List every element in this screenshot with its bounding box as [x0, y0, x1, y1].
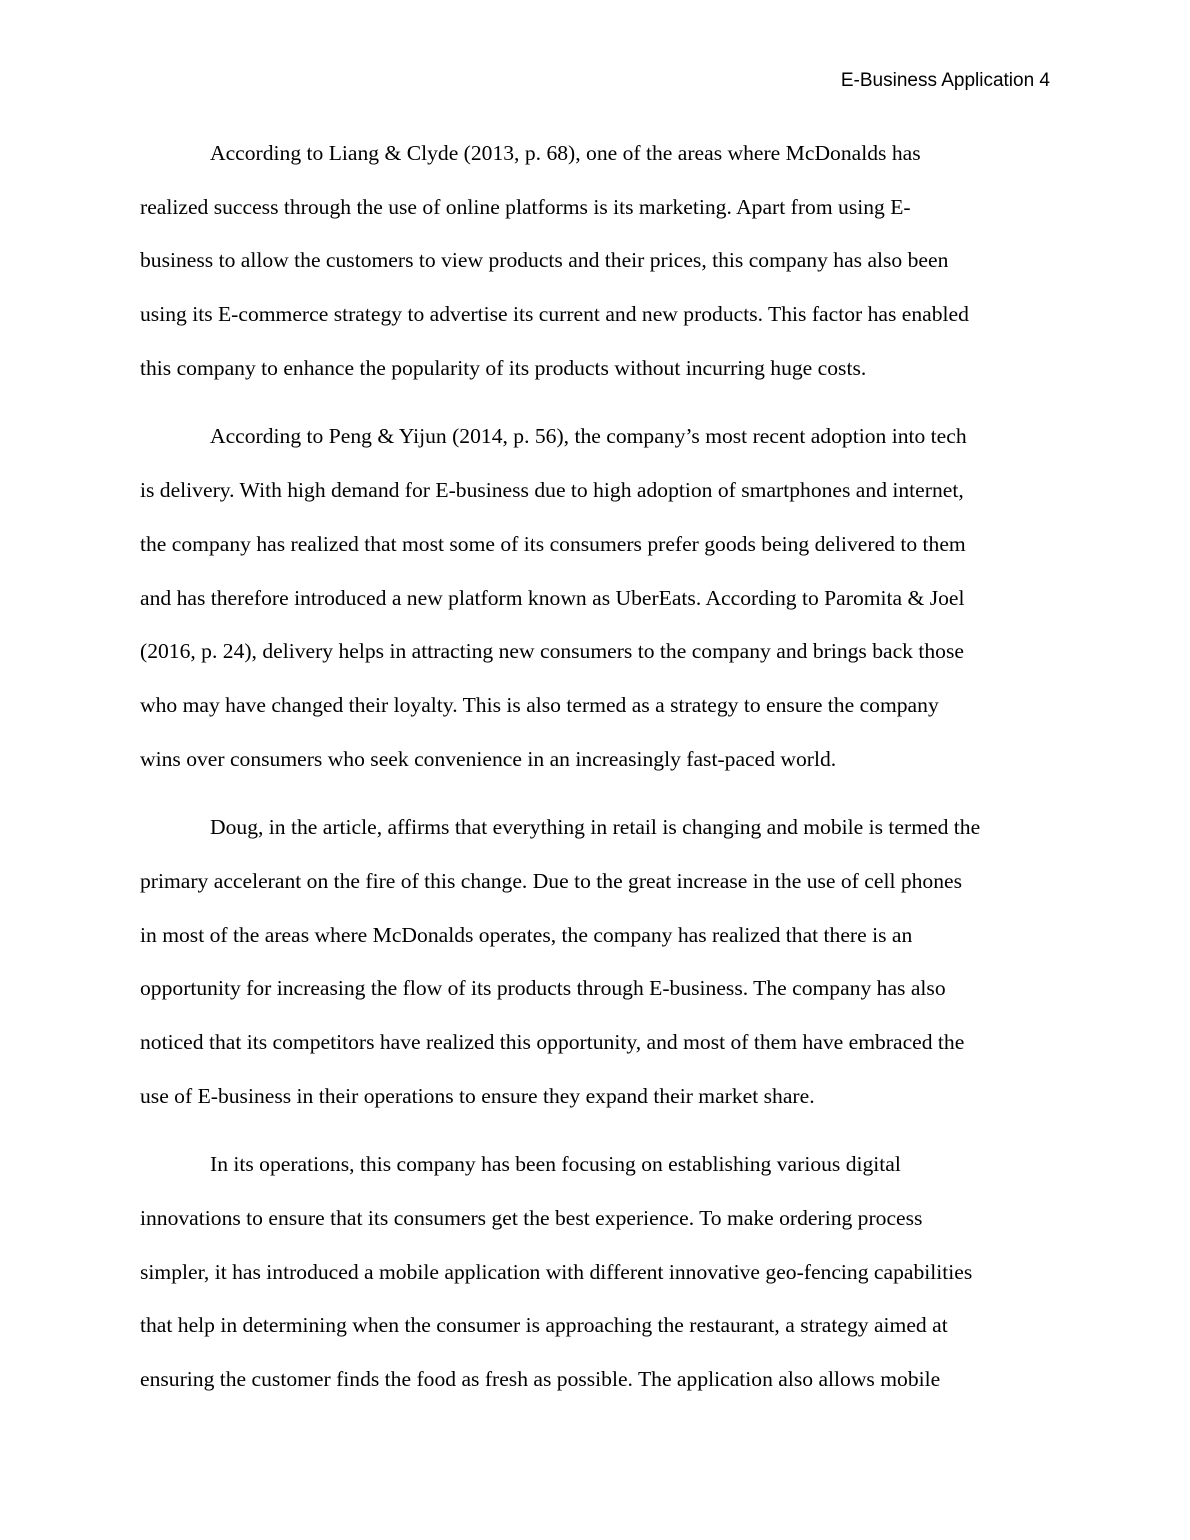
text-line: noticed that its competitors have realized this opportunity, and most of them have embraced the	[140, 1030, 965, 1054]
text-line: simpler, it has introduced a mobile application with different innovative geo-fencing capabilities	[140, 1259, 973, 1284]
text-line: According to Liang & Clyde (2013, p. 68), one of the areas where McDonalds has	[210, 141, 921, 165]
text-line: the company has realized that most some of its consumers prefer goods being delivered to them	[140, 531, 966, 556]
text-line: ensuring the customer finds the food as fresh as possible. The application also allows mobile	[140, 1367, 941, 1392]
text-line: In its operations, this company has been focusing on establishing various digital	[210, 1152, 901, 1177]
text-line: opportunity for increasing the flow of its products through E-business. The company has also	[140, 976, 946, 1001]
text-line: Doug, in the article, affirms that everything in retail is changing and mobile is termed the	[210, 815, 981, 840]
text-line: that help in determining when the consumer is approaching the restaurant, a strategy aimed at	[140, 1313, 948, 1338]
paragraph	[140, 1146, 1050, 1414]
text-line: According to Peng & Yijun (2014, p. 56), the company’s most recent adoption into tech	[210, 424, 967, 449]
text-line: use of E-business in their operations to ensure they expand their market share.	[140, 1083, 815, 1108]
running-header: E-Business Application 4	[840, 70, 1050, 91]
text-line: is delivery. With high demand for E-business due to high adoption of smartphones and internet,	[140, 478, 964, 503]
text-line: in most of the areas where McDonalds operates, the company has realized that there is an	[140, 922, 913, 947]
text-line: using its E-commerce strategy to advertise its current and new products. This factor has enabled	[140, 302, 969, 327]
text-line: business to allow the customers to view products and their prices, this company has also been	[140, 248, 949, 273]
text-line: (2016, p. 24), delivery helps in attracting new consumers to the company and brings back those	[140, 639, 964, 664]
text-line: primary accelerant on the fire of this change. Due to the great increase in the use of cell phones	[140, 868, 963, 893]
text-line: innovations to ensure that its consumers get the best experience. To make ordering process	[140, 1206, 923, 1231]
text-line: who may have changed their loyalty. This is also termed as a strategy to ensure the company	[140, 692, 939, 717]
text-line: wins over consumers who seek convenience in an increasingly fast-paced world.	[140, 746, 837, 771]
text-line: realized success through the use of online platforms is its marketing. Apart from using E-	[140, 194, 911, 219]
text-line: and has therefore introduced a new platform known as UberEats. According to Paromita & Joel	[140, 585, 965, 610]
paragraph	[140, 135, 1050, 403]
paragraph	[140, 418, 1050, 794]
text-line: this company to enhance the popularity of its products without incurring huge costs.	[140, 355, 867, 380]
document-body	[140, 135, 1050, 1430]
paragraph	[140, 809, 1050, 1131]
